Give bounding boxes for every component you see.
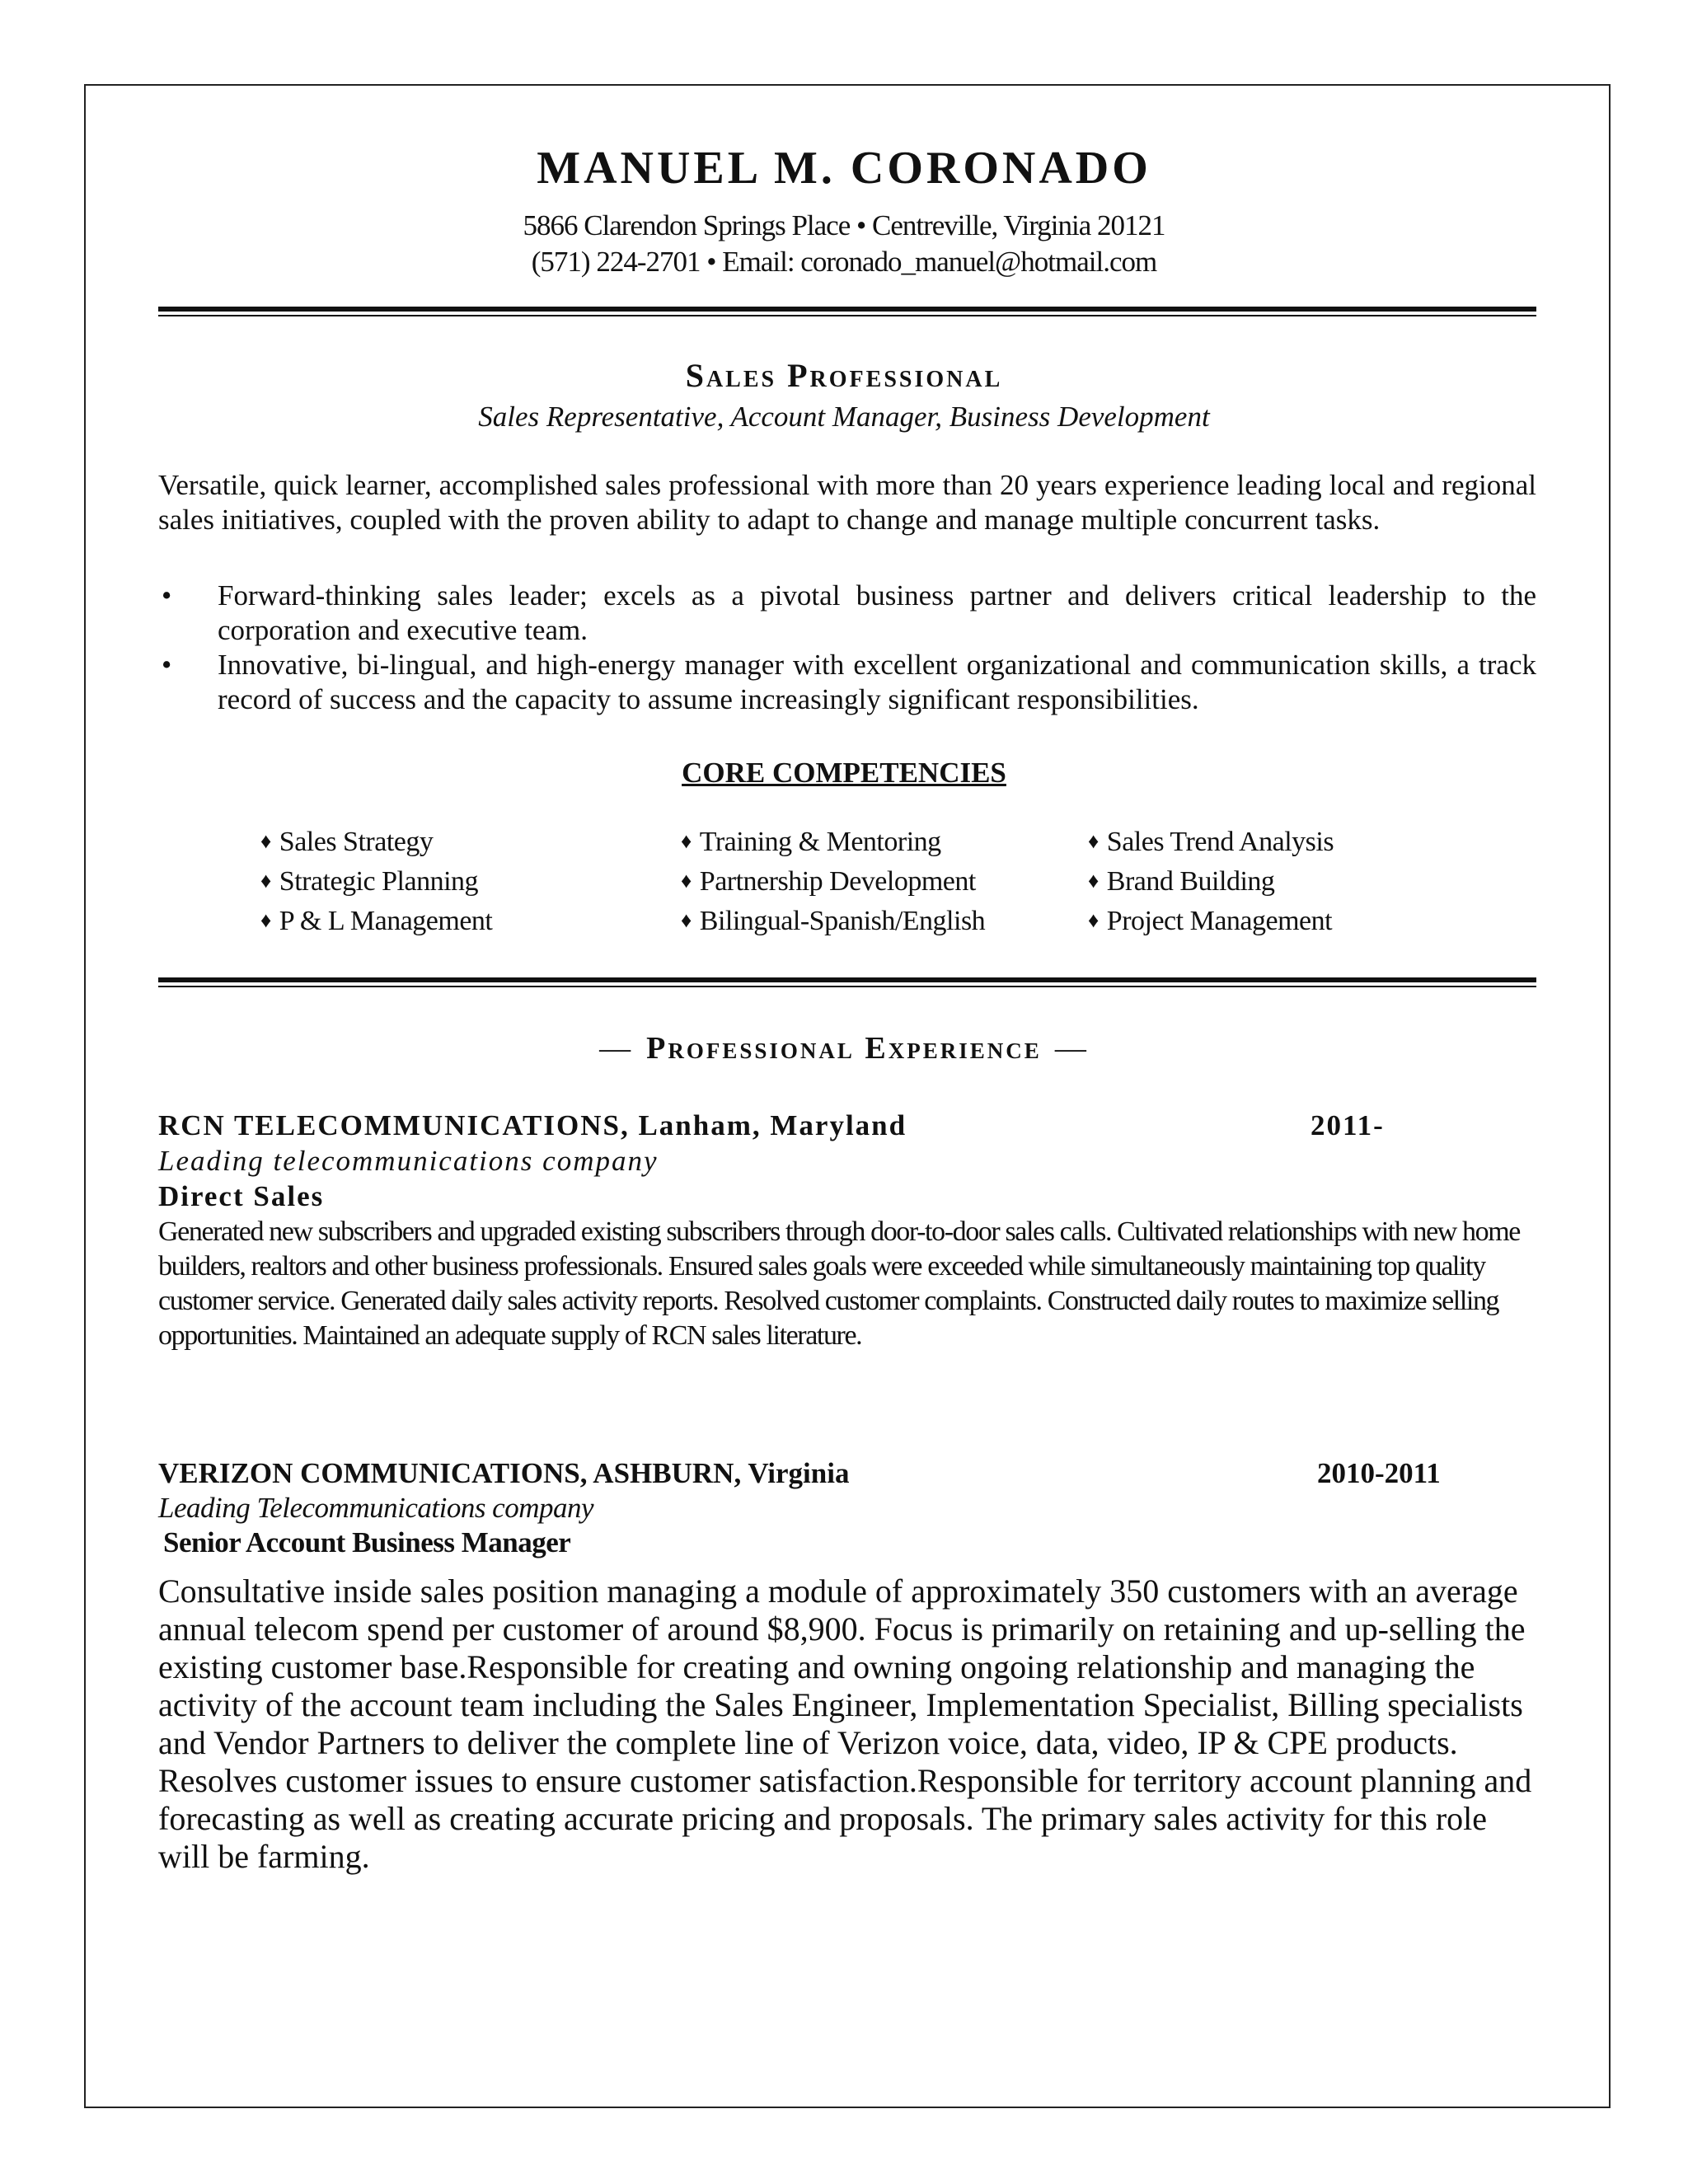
profile-summary: Versatile, quick learner, accomplished sales professional with more than 20 years experience leading local and regional sales initiatives, coupled with the proven ability to adapt to change and manage multiple concurrent tasks.	[158, 469, 1536, 536]
competency-item: ♦ P & L Management	[260, 906, 493, 936]
experience-title: — Professional Experience —	[599, 1031, 1089, 1066]
competency-item: ♦ Bilingual-Spanish/English	[681, 906, 986, 936]
job-dates: 2010-2011	[1317, 1457, 1441, 1489]
diamond-icon: ♦	[260, 908, 271, 932]
job-description: Generated new subscribers and upgraded existing subscribers through door-to-door sales calls. Cultivated relationships with new home builders, realtors and other business professionals. Ensured sales goals were exceeded while simultaneously maintaining top quality customer service. Generated daily sales activity reports. Resolved customer complaints. Constructed daily routes to maximize selling opportunities. Maintained an adequate supply of RCN sales literature.	[158, 1216, 1520, 1351]
job-company: RCN TELECOMMUNICATIONS, Lanham, Maryland	[158, 1109, 907, 1141]
competency-item: ♦ Brand Building	[1088, 866, 1275, 897]
address-line: 5866 Clarendon Springs Place • Centreville, Virginia 20121	[523, 209, 1165, 241]
candidate-name: MANUEL M. CORONADO	[537, 143, 1151, 194]
competency-item: ♦ Training & Mentoring	[681, 827, 941, 857]
bullet-text: Innovative, bi-lingual, and high-energy manager with excellent organizational and communication skills, a track record of success and the capacity to assume increasingly significant responsibilities.	[218, 649, 1536, 715]
competencies-divider	[158, 977, 1536, 987]
contact-line: (571) 224-2701 • Email: coronado_manuel@hotmail.com	[531, 246, 1157, 278]
diamond-icon: ♦	[260, 869, 271, 893]
job-company: VERIZON COMMUNICATIONS, ASHBURN, Virginia	[158, 1457, 850, 1489]
competency-item: ♦ Partnership Development	[681, 866, 976, 897]
competency-item: ♦ Project Management	[1088, 906, 1333, 936]
competencies-title: CORE COMPETENCIES	[682, 757, 1006, 789]
competency-item: ♦ Sales Trend Analysis	[1088, 827, 1334, 857]
bullet-icon: •	[162, 649, 172, 681]
diamond-icon: ♦	[681, 869, 692, 893]
list-item	[158, 579, 1536, 648]
diamond-icon: ♦	[1088, 869, 1099, 893]
header-divider	[158, 307, 1536, 316]
dash-left: —	[599, 1031, 634, 1066]
job-description: Consultative inside sales position managing a module of approximately 350 customers with an average annual telecom spend per customer of around $8,900. Focus is primarily on retaining and up-selling the existing customer base.Responsible for creating and owning ongoing relationship and managing the activity of the account team including the Sales Engineer, Implementation Specialist, Billing specialists and Vendor Partners to deliver the complete line of Verizon voice, data, video, IP & CPE products. Resolves customer issues to ensure customer satisfaction.Responsible for territory account planning and forecasting as well as creating accurate pricing and proposals. The primary sales activity for this role will be farming.	[158, 1572, 1532, 1875]
diamond-icon: ♦	[1088, 908, 1099, 932]
list-item	[158, 648, 1536, 717]
bullet-icon: •	[162, 579, 172, 612]
job-tagline: Leading telecommunications company	[158, 1145, 659, 1177]
diamond-icon: ♦	[681, 908, 692, 932]
job-role: Senior Account Business Manager	[163, 1526, 571, 1558]
bullet-text: Forward-thinking sales leader; excels as a pivotal business partner and delivers critical leadership to the corporation and executive team.	[218, 579, 1536, 646]
profile-bullets	[158, 579, 1536, 717]
dash-right: —	[1054, 1031, 1089, 1066]
job-dates: 2011-	[1311, 1109, 1385, 1141]
diamond-icon: ♦	[260, 829, 271, 853]
profile-subtitle: Sales Representative, Account Manager, Business Development	[478, 401, 1210, 433]
profile-title: Sales Professional	[685, 357, 1003, 394]
diamond-icon: ♦	[681, 829, 692, 853]
job-role: Direct Sales	[158, 1180, 325, 1212]
diamond-icon: ♦	[1088, 829, 1099, 853]
job-tagline: Leading Telecommunications company	[158, 1492, 594, 1524]
competency-item: ♦ Strategic Planning	[260, 866, 479, 897]
competency-item: ♦ Sales Strategy	[260, 827, 434, 857]
